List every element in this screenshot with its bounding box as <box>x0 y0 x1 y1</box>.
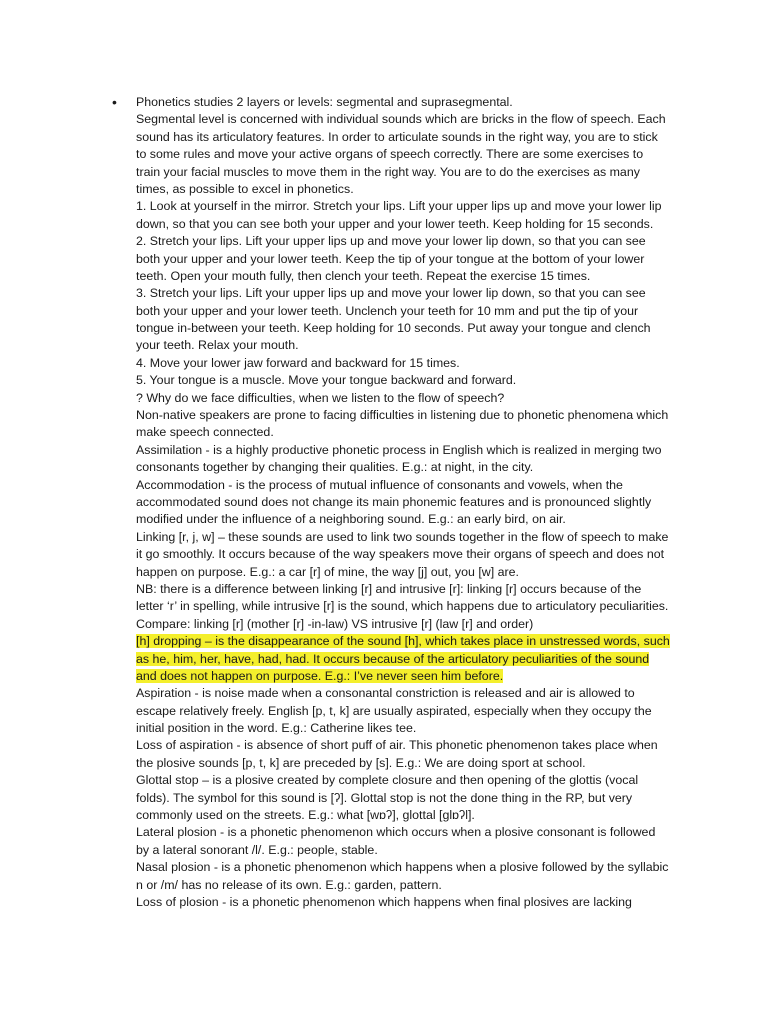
bullet-point: • <box>112 94 117 110</box>
line-text: Glottal stop – is a plosive created by complete closure and then opening of the glottis (vocal <box>136 773 639 788</box>
line-text: it go smoothly. It occurs because of the way speakers move their organs of speech and does not <box>136 547 665 562</box>
text-line <box>136 320 676 337</box>
text-line <box>136 790 676 807</box>
text-line <box>136 442 676 459</box>
line-text: folds). The symbol for this sound is [ʔ]. Glottal stop is not the done thing in the RP, but very <box>136 790 633 805</box>
line-text: make speech connected. <box>136 425 274 440</box>
text-line <box>136 633 676 650</box>
line-text: teeth. Open your mouth fully, then clench your teeth. Repeat the exercise 15 times. <box>136 268 591 283</box>
line-text: both your upper and your lower teeth. Unclench your teeth for 10 mm and put the tip of your <box>136 303 639 318</box>
line-text: Loss of aspiration - is absence of short puff of air. This phonetic phenomenon takes place when <box>136 738 658 753</box>
text-line <box>136 494 676 511</box>
text-line <box>136 668 676 685</box>
line-text: 1. Look at yourself in the mirror. Stretch your lips. Lift your upper lips up and move your lower lip <box>136 199 662 214</box>
text-line <box>136 685 676 702</box>
text-line <box>136 598 676 615</box>
line-text: Loss of plosion - is a phonetic phenomenon which happens when final plosives are lacking <box>136 894 632 909</box>
line-text: n or /m/ has no release of its own. E.g.: garden, pattern. <box>136 877 442 892</box>
text-line <box>136 477 676 494</box>
line-text: your teeth. Relax your mouth. <box>136 338 299 353</box>
highlighted-text: and does not happen on purpose. E.g.: I’ve never seen him before. <box>136 668 504 683</box>
text-line <box>136 146 676 163</box>
line-text: Segmental level is concerned with individual sounds which are bricks in the flow of speech. Each <box>136 112 666 127</box>
text-line <box>136 546 676 563</box>
text-line <box>136 842 676 859</box>
line-text: by a lateral sonorant /l/. E.g.: people, stable. <box>136 842 378 857</box>
line-text: Linking [r, j, w] – these sounds are used to link two sounds together in the flow of speech to make <box>136 529 669 544</box>
text-line <box>136 233 676 250</box>
text-line <box>136 807 676 824</box>
text-line <box>136 407 676 424</box>
line-text: consonants together by changing their qualities. E.g.: at night, in the city. <box>136 460 534 475</box>
text-line <box>136 459 676 476</box>
line-text: NB: there is a difference between linking [r] and intrusive [r]: linking [r] occurs because of the <box>136 581 642 596</box>
text-line <box>136 616 676 633</box>
text-line <box>136 581 676 598</box>
text-line <box>136 424 676 441</box>
text-line <box>136 511 676 528</box>
line-text: sound has its articulatory features. In order to articulate sounds in the right way, you are to stick <box>136 129 658 144</box>
highlighted-text: [h] dropping – is the disappearance of the sound [h], which takes place in unstressed words, such <box>136 634 670 649</box>
line-text: to some rules and move your active organs of speech correctly. There are some exercises to <box>136 147 644 162</box>
text-line <box>136 285 676 302</box>
line-text: happen on purpose. E.g.: a car [r] of mine, the way [j] out, you [w] are. <box>136 564 519 579</box>
line-text: Aspiration - is noise made when a consonantal constriction is released and air is allowed to <box>136 686 635 701</box>
line-text: Non-native speakers are prone to facing difficulties in listening due to phonetic phenomena which <box>136 408 669 423</box>
line-text: Nasal plosion - is a phonetic phenomenon which happens when a plosive followed by the syllabic <box>136 860 669 875</box>
line-text: both your upper and your lower teeth. Keep the tip of your tongue at the bottom of your lower <box>136 251 645 266</box>
line-text: Compare: linking [r] (mother [r] -in-law) VS intrusive [r] (law [r] and order) <box>136 616 534 631</box>
line-text: Accommodation - is the process of mutual influence of consonants and vowels, when the <box>136 477 623 492</box>
text-line <box>136 529 676 546</box>
text-line <box>136 303 676 320</box>
text-line <box>136 772 676 789</box>
line-text: 4. Move your lower jaw forward and backward for 15 times. <box>136 355 460 370</box>
line-text: 5. Your tongue is a muscle. Move your tongue backward and forward. <box>136 373 517 388</box>
text-line <box>136 894 676 911</box>
line-text: accommodated sound does not change its main phonemic features and is pronounced slightly <box>136 494 652 509</box>
text-line <box>136 877 676 894</box>
text-line <box>136 337 676 354</box>
line-text: Phonetics studies 2 layers or levels: segmental and suprasegmental. <box>136 95 513 109</box>
line-text: 3. Stretch your lips. Lift your upper lips up and move your lower lip down, so that you can see <box>136 286 646 301</box>
line-text: tongue in-between your teeth. Keep holding for 10 seconds. Put away your tongue and clench <box>136 321 651 336</box>
text-line <box>136 355 676 372</box>
line-text: down, so that you can see both your upper and your lower teeth. Keep holding for 15 seconds. <box>136 216 654 231</box>
line-text: Assimilation - is a highly productive phonetic process in English which is realized in merging two <box>136 442 662 457</box>
line-text: the plosive sounds [p, t, k] are preceded by [s]. E.g.: We are doing sport at school. <box>136 755 586 770</box>
line-text: escape relatively freely. English [p, t, k] are usually aspirated, especially when they occupy the <box>136 703 652 718</box>
highlighted-text: as he, him, her, have, had, had. It occurs because of the articulatory peculiarities of the sound <box>136 651 650 666</box>
text-line <box>136 859 676 876</box>
text-line <box>136 390 676 407</box>
text-line <box>136 372 676 389</box>
text-line <box>136 198 676 215</box>
line-text: Lateral plosion - is a phonetic phenomenon which occurs when a plosive consonant is followed <box>136 825 656 840</box>
line-text: commonly used on the streets. E.g.: what [wɒʔ], glottal [glɒʔl]. <box>136 808 475 823</box>
line-text: 2. Stretch your lips. Lift your upper lips up and move your lower lip down, so that you can see <box>136 234 646 249</box>
line-text: letter ‘r’ in spelling, while intrusive [r] is the sound, which happens due to articulatory peculiarities. <box>136 599 669 614</box>
text-line <box>136 755 676 772</box>
line-text: initial position in the word. E.g.: Catherine likes tee. <box>136 721 417 736</box>
text-line <box>136 720 676 737</box>
text-line <box>136 216 676 233</box>
text-line <box>136 251 676 268</box>
document-body <box>136 94 676 911</box>
line-text: train your facial muscles to move them in the right way. You are to do the exercises as many <box>136 164 640 179</box>
text-line <box>136 564 676 581</box>
text-line <box>136 703 676 720</box>
text-line <box>136 651 676 668</box>
text-line <box>136 129 676 146</box>
text-line <box>136 164 676 181</box>
text-line <box>136 268 676 285</box>
text-line <box>136 111 676 128</box>
text-line <box>136 824 676 841</box>
text-line <box>136 94 676 111</box>
line-text: modified under the influence of a neighboring sound. E.g.: an early bird, on air. <box>136 512 566 527</box>
text-line <box>136 737 676 754</box>
line-text: ? Why do we face difficulties, when we listen to the flow of speech? <box>136 390 505 405</box>
text-line <box>136 181 676 198</box>
line-text: times, as possible to excel in phonetics. <box>136 181 354 196</box>
